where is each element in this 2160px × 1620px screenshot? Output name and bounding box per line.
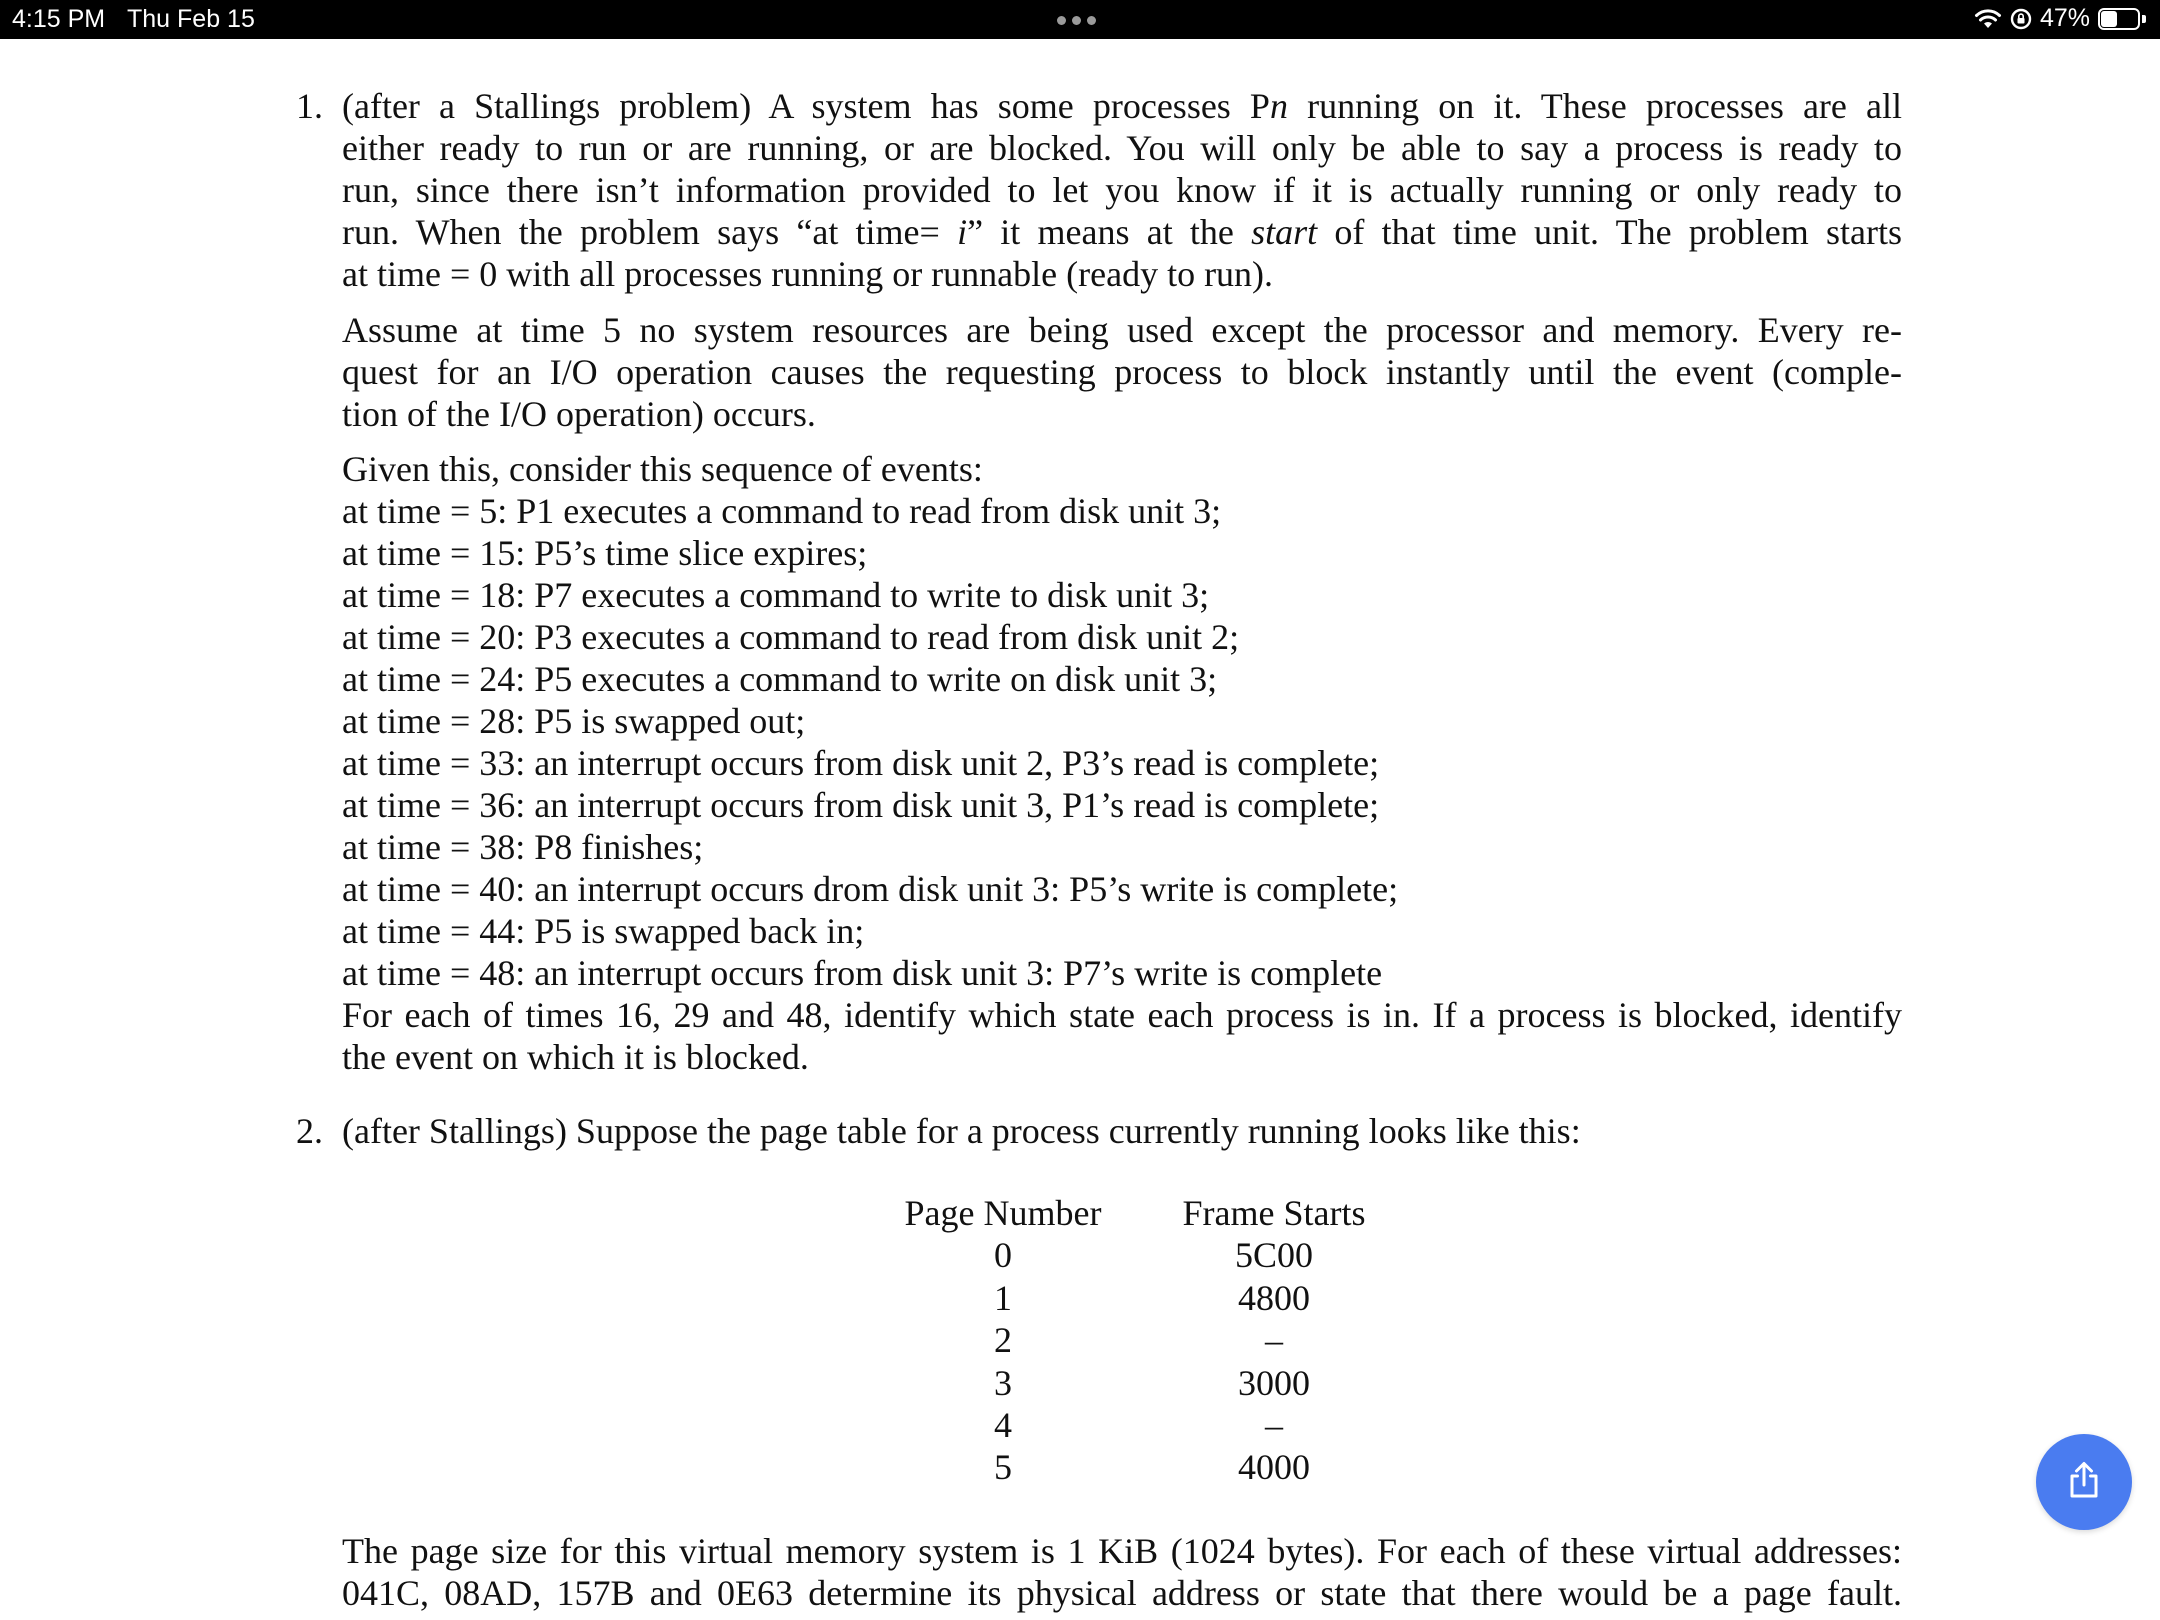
- table-header-row: [892, 1192, 1390, 1234]
- problem-1-assume: [342, 309, 1902, 435]
- table-row: [892, 1404, 1390, 1446]
- event-line: at time = 40: an interrupt occurs drom disk unit 3: P5’s write is complete;: [342, 869, 1399, 909]
- footer-line-2: 041C, 08AD, 157B and 0E63 determine its physical address or state that there would be a page fault.: [342, 1573, 1902, 1613]
- problem-2-footer-body: [342, 1530, 1902, 1614]
- page-number-cell: 0: [994, 1235, 1012, 1276]
- events-intro: Given this, consider this sequence of events:: [342, 449, 983, 489]
- page-number-cell: 1: [994, 1277, 1012, 1318]
- event-line: at time = 20: P3 executes a command to read from disk unit 2;: [342, 617, 1240, 657]
- event-line: at time = 48: an interrupt occurs from disk unit 3: P7’s write is complete: [342, 953, 1383, 993]
- status-date: Thu Feb 15: [127, 5, 255, 33]
- page-table: [892, 1192, 1390, 1489]
- status-indicators: [1974, 4, 2146, 33]
- frame-start-cell: 4800: [1238, 1277, 1310, 1318]
- event-line: at time = 24: P5 executes a command to write on disk unit 3;: [342, 659, 1218, 699]
- table-row: [892, 1277, 1390, 1319]
- orientation-lock-icon: [2010, 8, 2032, 30]
- page-number-cell: 2: [994, 1320, 1012, 1361]
- problem-1-events: [342, 448, 1902, 1078]
- battery-icon: [2098, 8, 2146, 30]
- battery-percent: 47%: [2039, 4, 2090, 32]
- frame-start-cell: –: [1265, 1405, 1283, 1446]
- page-number-cell: 3: [994, 1362, 1012, 1403]
- battery-fill: [2101, 11, 2117, 27]
- closing-line-2: the event on which it is blocked.: [342, 1037, 809, 1077]
- closing-line-1: For each of times 16, 29 and 48, identify which state each process is in. If a process is blocked, identify: [342, 995, 1902, 1035]
- multitasking-dots-icon[interactable]: [1057, 16, 1096, 25]
- intro-line-4: run. When the problem says “at time= i” it means at the start of that time unit. The problem starts: [342, 212, 1902, 252]
- assume-line-1: Assume at time 5 no system resources are being used except the processor and memory. Every re-: [342, 310, 1902, 350]
- table-row: [892, 1362, 1390, 1404]
- event-line: at time = 28: P5 is swapped out;: [342, 701, 806, 741]
- frame-start-cell: 4000: [1238, 1447, 1310, 1488]
- event-line: at time = 18: P7 executes a command to write to disk unit 3;: [342, 575, 1210, 615]
- event-line: at time = 5: P1 executes a command to read from disk unit 3;: [342, 491, 1222, 531]
- status-time: 4:15 PM: [12, 5, 106, 33]
- problem-2-number: 2.: [296, 1111, 323, 1151]
- frame-start-cell: 5C00: [1234, 1235, 1313, 1276]
- column-header-page-number: Page Number: [904, 1193, 1102, 1233]
- table-row: [892, 1446, 1390, 1488]
- page-number-cell: 5: [994, 1447, 1012, 1488]
- intro-line-1: (after a Stallings problem) A system has some processes Pn running on it. These processes are all: [342, 86, 1903, 126]
- assume-line-3: tion of the I/O operation) occurs.: [342, 394, 816, 434]
- page-number-cell: 4: [994, 1405, 1012, 1446]
- footer-line-1: The page size for this virtual memory system is 1 KiB (1024 bytes). For each of these virtual addresses:: [342, 1531, 1902, 1571]
- frame-start-cell: –: [1265, 1320, 1283, 1361]
- event-line: at time = 36: an interrupt occurs from disk unit 3, P1’s read is complete;: [342, 785, 1380, 825]
- event-line: at time = 33: an interrupt occurs from disk unit 2, P3’s read is complete;: [342, 743, 1380, 783]
- problem-1-number: 1.: [296, 86, 323, 126]
- frame-start-cell: 3000: [1238, 1362, 1310, 1403]
- table-row: [892, 1234, 1390, 1276]
- table-row: [892, 1319, 1390, 1361]
- problem-2-intro: (after Stallings) Suppose the page table for a process currently running looks like this:: [342, 1111, 1581, 1151]
- event-line: at time = 15: P5’s time slice expires;: [342, 533, 868, 573]
- problem-1-intro: [342, 85, 1902, 295]
- status-bar: [0, 0, 2160, 39]
- event-line: at time = 38: P8 finishes;: [342, 827, 704, 867]
- intro-line-5: at time = 0 with all processes running or runnable (ready to run).: [342, 254, 1274, 294]
- problem-1-body: [342, 85, 1902, 1078]
- wifi-icon: [1974, 8, 2002, 30]
- intro-line-3: run, since there isn’t information provided to let you know if it is actually running or only ready to: [342, 170, 1902, 210]
- intro-line-2: either ready to run or are running, or are blocked. You will only be able to say a process is ready to: [342, 128, 1902, 168]
- assume-line-2: quest for an I/O operation causes the requesting process to block instantly until the event (comple-: [342, 352, 1902, 392]
- column-header-frame-starts: Frame Starts: [1182, 1193, 1366, 1233]
- share-icon: [2062, 1458, 2106, 1507]
- share-button[interactable]: [2036, 1434, 2132, 1530]
- event-line: at time = 44: P5 is swapped back in;: [342, 911, 865, 951]
- problem-2-body: [342, 1110, 1902, 1152]
